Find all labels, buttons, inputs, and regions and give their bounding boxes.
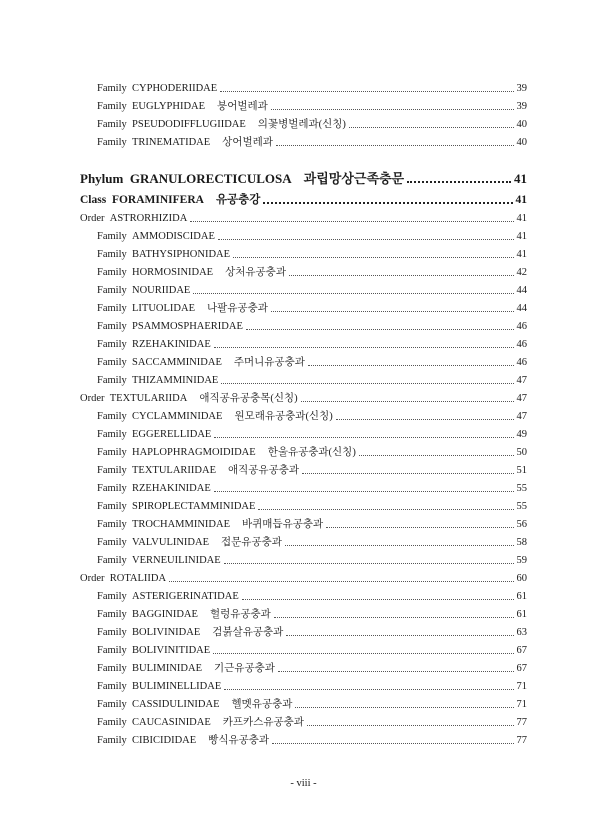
toc-entry: Family RZEHAKINIDAE 46 — [97, 339, 527, 350]
toc-entry: Family EUGLYPHIDAE 붕어벌레과 39 — [97, 101, 527, 112]
toc-entry: Family CAUCASINIDAE 카프카스유공충과 77 — [97, 717, 527, 728]
toc-entry: Family AMMODISCIDAE 41 — [97, 231, 527, 242]
toc-entry: Family TRINEMATIDAE 상어벌레과 40 — [97, 137, 527, 148]
toc-entry: Family BULIMINELLIDAE 71 — [97, 681, 527, 692]
toc-entry: Family VERNEUILINIDAE 59 — [97, 555, 527, 566]
toc-entry: Family BOLIVINITIDAE 67 — [97, 645, 527, 656]
toc-entry: Family CYCLAMMINIDAE 원모래유공충과(신칭) 47 — [97, 411, 527, 422]
toc-entry: Family LITUOLIDAE 나팔유공충과 44 — [97, 303, 527, 314]
toc-entry: Family NOURIIDAE 44 — [97, 285, 527, 296]
toc-entry: Family PSEUDODIFFLUGIIDAE 의꽃병벌레과(신칭) 40 — [97, 119, 527, 130]
toc-entry: Family THIZAMMINIDAE 47 — [97, 375, 527, 386]
toc-entry: Family CIBICIDIDAE 빵식유공충과 77 — [97, 735, 527, 746]
toc-entry: Family CYPHODERIIDAE 39 — [97, 83, 527, 94]
toc-entry-order: Order ROTALIIDA 60 — [80, 573, 527, 584]
toc-entry: Family BATHYSIPHONIDAE 41 — [97, 249, 527, 260]
toc-entry: Family VALVULINIDAE 접문유공충과 58 — [97, 537, 527, 548]
toc-entry: Family BOLIVINIDAE 검붉살유공충과 63 — [97, 627, 527, 638]
page-number-footer: - viii - — [290, 778, 317, 789]
toc-entry-phylum: Phylum GRANULORECTICULOSA 과립망상근족충문 41 — [80, 171, 527, 186]
toc-entry: Family SPIROPLECTAMMINIDAE 55 — [97, 501, 527, 512]
toc-entry: Family PSAMMOSPHAERIDAE 46 — [97, 321, 527, 332]
toc-entry: Family HAPLOPHRAGMOIDIDAE 한울유공충과(신칭) 50 — [97, 447, 527, 458]
toc-entry: Family ASTERIGERINATIDAE 61 — [97, 591, 527, 602]
toc-entry-class: Class FORAMINIFERA 유공충강 41 — [80, 194, 527, 206]
toc-entry: Family BAGGINIDAE 헐렁유공충과 61 — [97, 609, 527, 620]
toc-entry: Family TEXTULARIIDAE 애직공유공충과 51 — [97, 465, 527, 476]
toc-entry: Family HORMOSINIDAE 상처유공충과 42 — [97, 267, 527, 278]
toc-entry: Family BULIMINIDAE 기근유공충과 67 — [97, 663, 527, 674]
toc-entry-order: Order TEXTULARIIDA 애직공유공충목(신칭) 47 — [80, 393, 527, 404]
toc-entry: Family RZEHAKINIDAE 55 — [97, 483, 527, 494]
toc-entry: Family EGGERELLIDAE 49 — [97, 429, 527, 440]
toc-entry: Family CASSIDULINIDAE 헬멧유공충과 71 — [97, 699, 527, 710]
toc-entry-order: Order ASTRORHIZIDA 41 — [80, 213, 527, 224]
toc-entry: Family SACCAMMINIDAE 주머니유공충과 46 — [97, 357, 527, 368]
toc-entry: Family TROCHAMMINIDAE 바퀴매듭유공충과 56 — [97, 519, 527, 530]
